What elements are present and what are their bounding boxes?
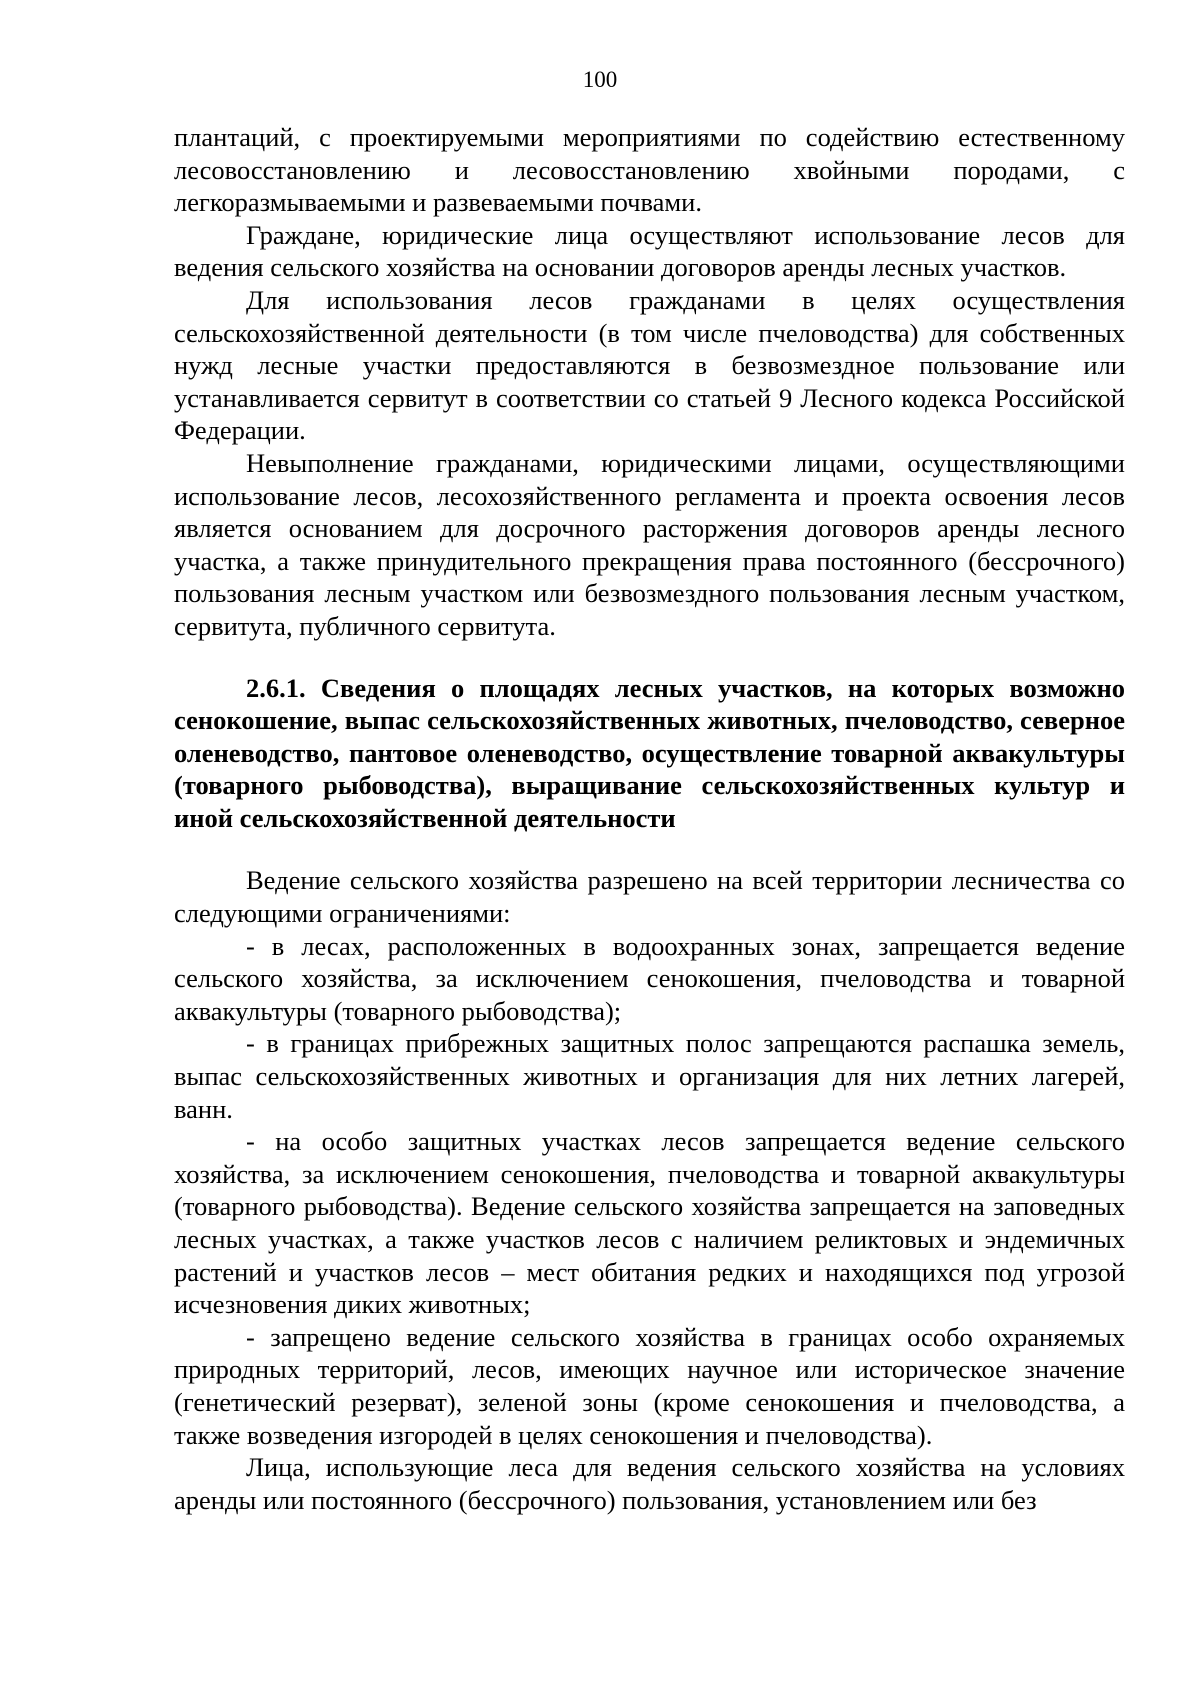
document-body (174, 121, 1125, 1516)
paragraph-persons-using-forests: Лица, использующие леса для ведения сельского хозяйства на условиях аренды или постоянного (бессрочного) пользования, установлением или без (174, 1452, 1125, 1515)
paragraph-agriculture-allowed: Ведение сельского хозяйства разрешено на всей территории лесничества со следующими ограничениями: (174, 865, 1125, 929)
list-item: - в лесах, расположенных в водоохранных зонах, запрещается ведение сельского хозяйства, за исключением сенокошения, пчеловодства и товарной аквакультуры (товарного рыбоводства); (174, 930, 1125, 1026)
paragraph-termination: Невыполнение гражданами, юридическими лицами, осуществляющими использование лесов, лесохозяйственного регламента и проекта освоения лесов является основанием для досрочного расторжения договоров аренды лесного участка, а также принудительного прекращения права постоянного (бессрочного) пользования лесным участком или безвозмездного пользования лесным участком, сервитута, публичного сервитута. (174, 447, 1125, 641)
list-item: - на особо защитных участках лесов запрещается ведение сельского хозяйства, за исключением сенокошения, пчеловодства и товарной аквакультуры (товарного рыбоводства). Ведение сельского хозяйства запрещается на заповедных лесных участках, а также участков лесов с наличием реликтовых и эндемичных растений и участков лесов – мест обитания редких и находящихся под угрозой исчезновения диких животных; (174, 1126, 1125, 1320)
list-item: - запрещено ведение сельского хозяйства в границах особо охраняемых природных территорий, лесов, имеющих научное или историческое значение (генетический резерват), зеленой зоны (кроме сенокошения и пчеловодства, а также возведения изгородей в целях сенокошения и пчеловодства). (174, 1321, 1125, 1450)
section-heading: 2.6.1. Сведения о площадях лесных участков, на которых возможно сенокошение, выпас сельскохозяйственных животных, пчеловодство, северное оленеводство, пантовое оленеводство, осуществление товарной аквакультуры (товарного рыбоводства), выращивание сельскохозяйственных культур и иной сельскохозяйственной деятельности (174, 672, 1125, 833)
list-item: - в границах прибрежных защитных полос запрещаются распашка земель, выпас сельскохозяйственных животных и организация для них летних лагерей, ванн. (174, 1028, 1125, 1124)
paragraph-free-use: Для использования лесов гражданами в целях осуществления сельскохозяйственной деятельности (в том числе пчеловодства) для собственных нужд лесные участки предоставляются в безвозмездное пользование или устанавливается сервитут в соответствии со статьей 9 Лесного кодекса Российской Федерации. (174, 284, 1125, 446)
paragraph-lease-basis: Граждане, юридические лица осуществляют использование лесов для ведения сельского хозяйства на основании договоров аренды лесных участков. (174, 219, 1125, 283)
paragraph-continuation: плантаций, с проектируемыми мероприятиями по содействию естественному лесовосстановлению и лесовосстановлению хвойными породами, с легкоразмываемыми и развеваемыми почвами. (174, 122, 1125, 218)
page-number: 100 (582, 67, 618, 92)
